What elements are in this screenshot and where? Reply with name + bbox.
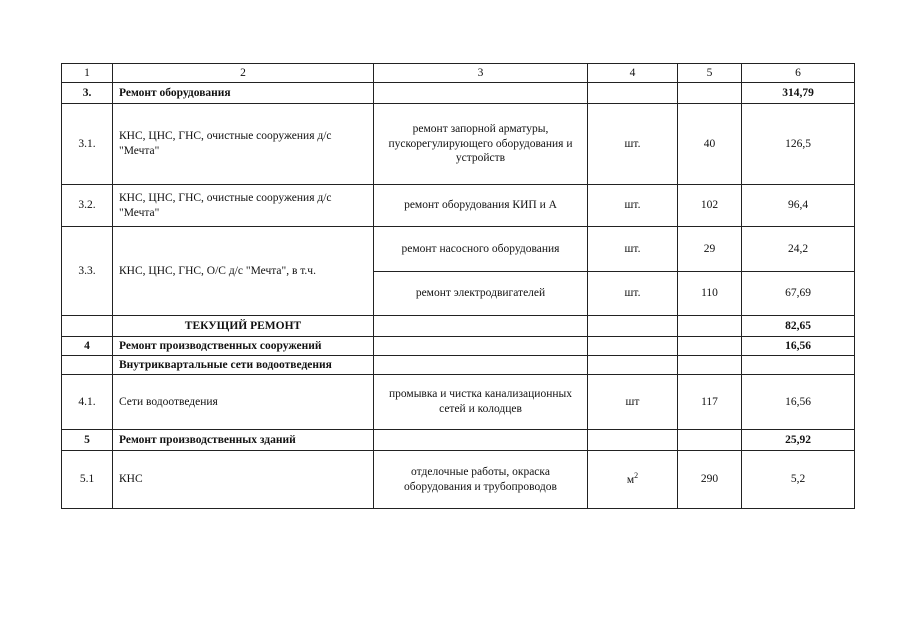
header-cell: 5: [678, 64, 742, 83]
table-row: [62, 83, 855, 104]
row-work: промывка и чистка канализационных сетей и колодцев: [374, 375, 588, 430]
row-name: КНС, ЦНС, ГНС, очистные сооружения д/с "Мечта": [113, 104, 374, 185]
row-number: [62, 356, 113, 375]
repair-table: [61, 63, 855, 509]
row-unit: шт.: [588, 185, 678, 227]
row-qty: [678, 430, 742, 451]
row-name: Ремонт оборудования: [113, 83, 374, 104]
row-number: 3.1.: [62, 104, 113, 185]
header-cell: 6: [742, 64, 855, 83]
row-total: 82,65: [742, 316, 855, 337]
row-qty: [678, 83, 742, 104]
table-row: [62, 185, 855, 227]
row-unit: шт.: [588, 272, 678, 316]
row-name: ТЕКУЩИЙ РЕМОНТ: [113, 316, 374, 337]
row-qty: 110: [678, 272, 742, 316]
row-number: [62, 316, 113, 337]
row-unit: [588, 356, 678, 375]
row-qty: 290: [678, 451, 742, 509]
header-cell: 1: [62, 64, 113, 83]
row-unit: [588, 430, 678, 451]
row-name: КНС: [113, 451, 374, 509]
row-unit: шт: [588, 375, 678, 430]
row-qty: 117: [678, 375, 742, 430]
table-row: [62, 316, 855, 337]
row-total: 5,2: [742, 451, 855, 509]
row-name: КНС, ЦНС, ГНС, О/С д/с "Мечта", в т.ч.: [113, 227, 374, 316]
row-unit: шт.: [588, 227, 678, 272]
row-total: 24,2: [742, 227, 855, 272]
row-qty: [678, 356, 742, 375]
row-total: 16,56: [742, 375, 855, 430]
row-total: 67,69: [742, 272, 855, 316]
row-work: [374, 356, 588, 375]
row-number: 4.1.: [62, 375, 113, 430]
unit-base: м: [626, 473, 635, 486]
row-unit: шт.: [588, 104, 678, 185]
row-number: 4: [62, 337, 113, 356]
row-total: 25,92: [742, 430, 855, 451]
row-work: [374, 337, 588, 356]
row-number: 5.1: [62, 451, 113, 509]
row-work: отделочные работы, окраска оборудования и трубопроводов: [374, 451, 588, 509]
table-row: [62, 375, 855, 430]
row-qty: 40: [678, 104, 742, 185]
table-row: [62, 337, 855, 356]
table-row: [62, 451, 855, 509]
row-qty: [678, 337, 742, 356]
row-work: ремонт оборудования КИП и А: [374, 185, 588, 227]
row-unit: [588, 316, 678, 337]
row-unit: [588, 83, 678, 104]
row-number: 3.3.: [62, 227, 113, 316]
row-total: 126,5: [742, 104, 855, 185]
table-row: [62, 104, 855, 185]
row-work: [374, 316, 588, 337]
header-row: [62, 64, 855, 83]
table-row: [62, 430, 855, 451]
row-number: 3.: [62, 83, 113, 104]
row-work: [374, 83, 588, 104]
row-unit: [588, 451, 678, 509]
row-number: 5: [62, 430, 113, 451]
row-total: 314,79: [742, 83, 855, 104]
row-name: Внутриквартальные сети водоотведения: [113, 356, 374, 375]
row-name: Сети водоотведения: [113, 375, 374, 430]
row-total: 96,4: [742, 185, 855, 227]
row-work: ремонт насосного оборудования: [374, 227, 588, 272]
row-name: КНС, ЦНС, ГНС, очистные сооружения д/с "Мечта": [113, 185, 374, 227]
row-number: 3.2.: [62, 185, 113, 227]
row-total: [742, 356, 855, 375]
row-work: ремонт запорной арматуры, пускорегулирующего оборудования и устройств: [374, 104, 588, 185]
row-qty: 29: [678, 227, 742, 272]
row-name: Ремонт производственных сооружений: [113, 337, 374, 356]
table-row: [62, 227, 855, 272]
row-work: ремонт электродвигателей: [374, 272, 588, 316]
row-total: 16,56: [742, 337, 855, 356]
row-qty: [678, 316, 742, 337]
row-qty: 102: [678, 185, 742, 227]
row-unit: [588, 337, 678, 356]
unit-superscript: 2: [634, 471, 639, 481]
row-work: [374, 430, 588, 451]
header-cell: 3: [374, 64, 588, 83]
row-name: Ремонт производственных зданий: [113, 430, 374, 451]
table-row: [62, 356, 855, 375]
header-cell: 2: [113, 64, 374, 83]
header-cell: 4: [588, 64, 678, 83]
